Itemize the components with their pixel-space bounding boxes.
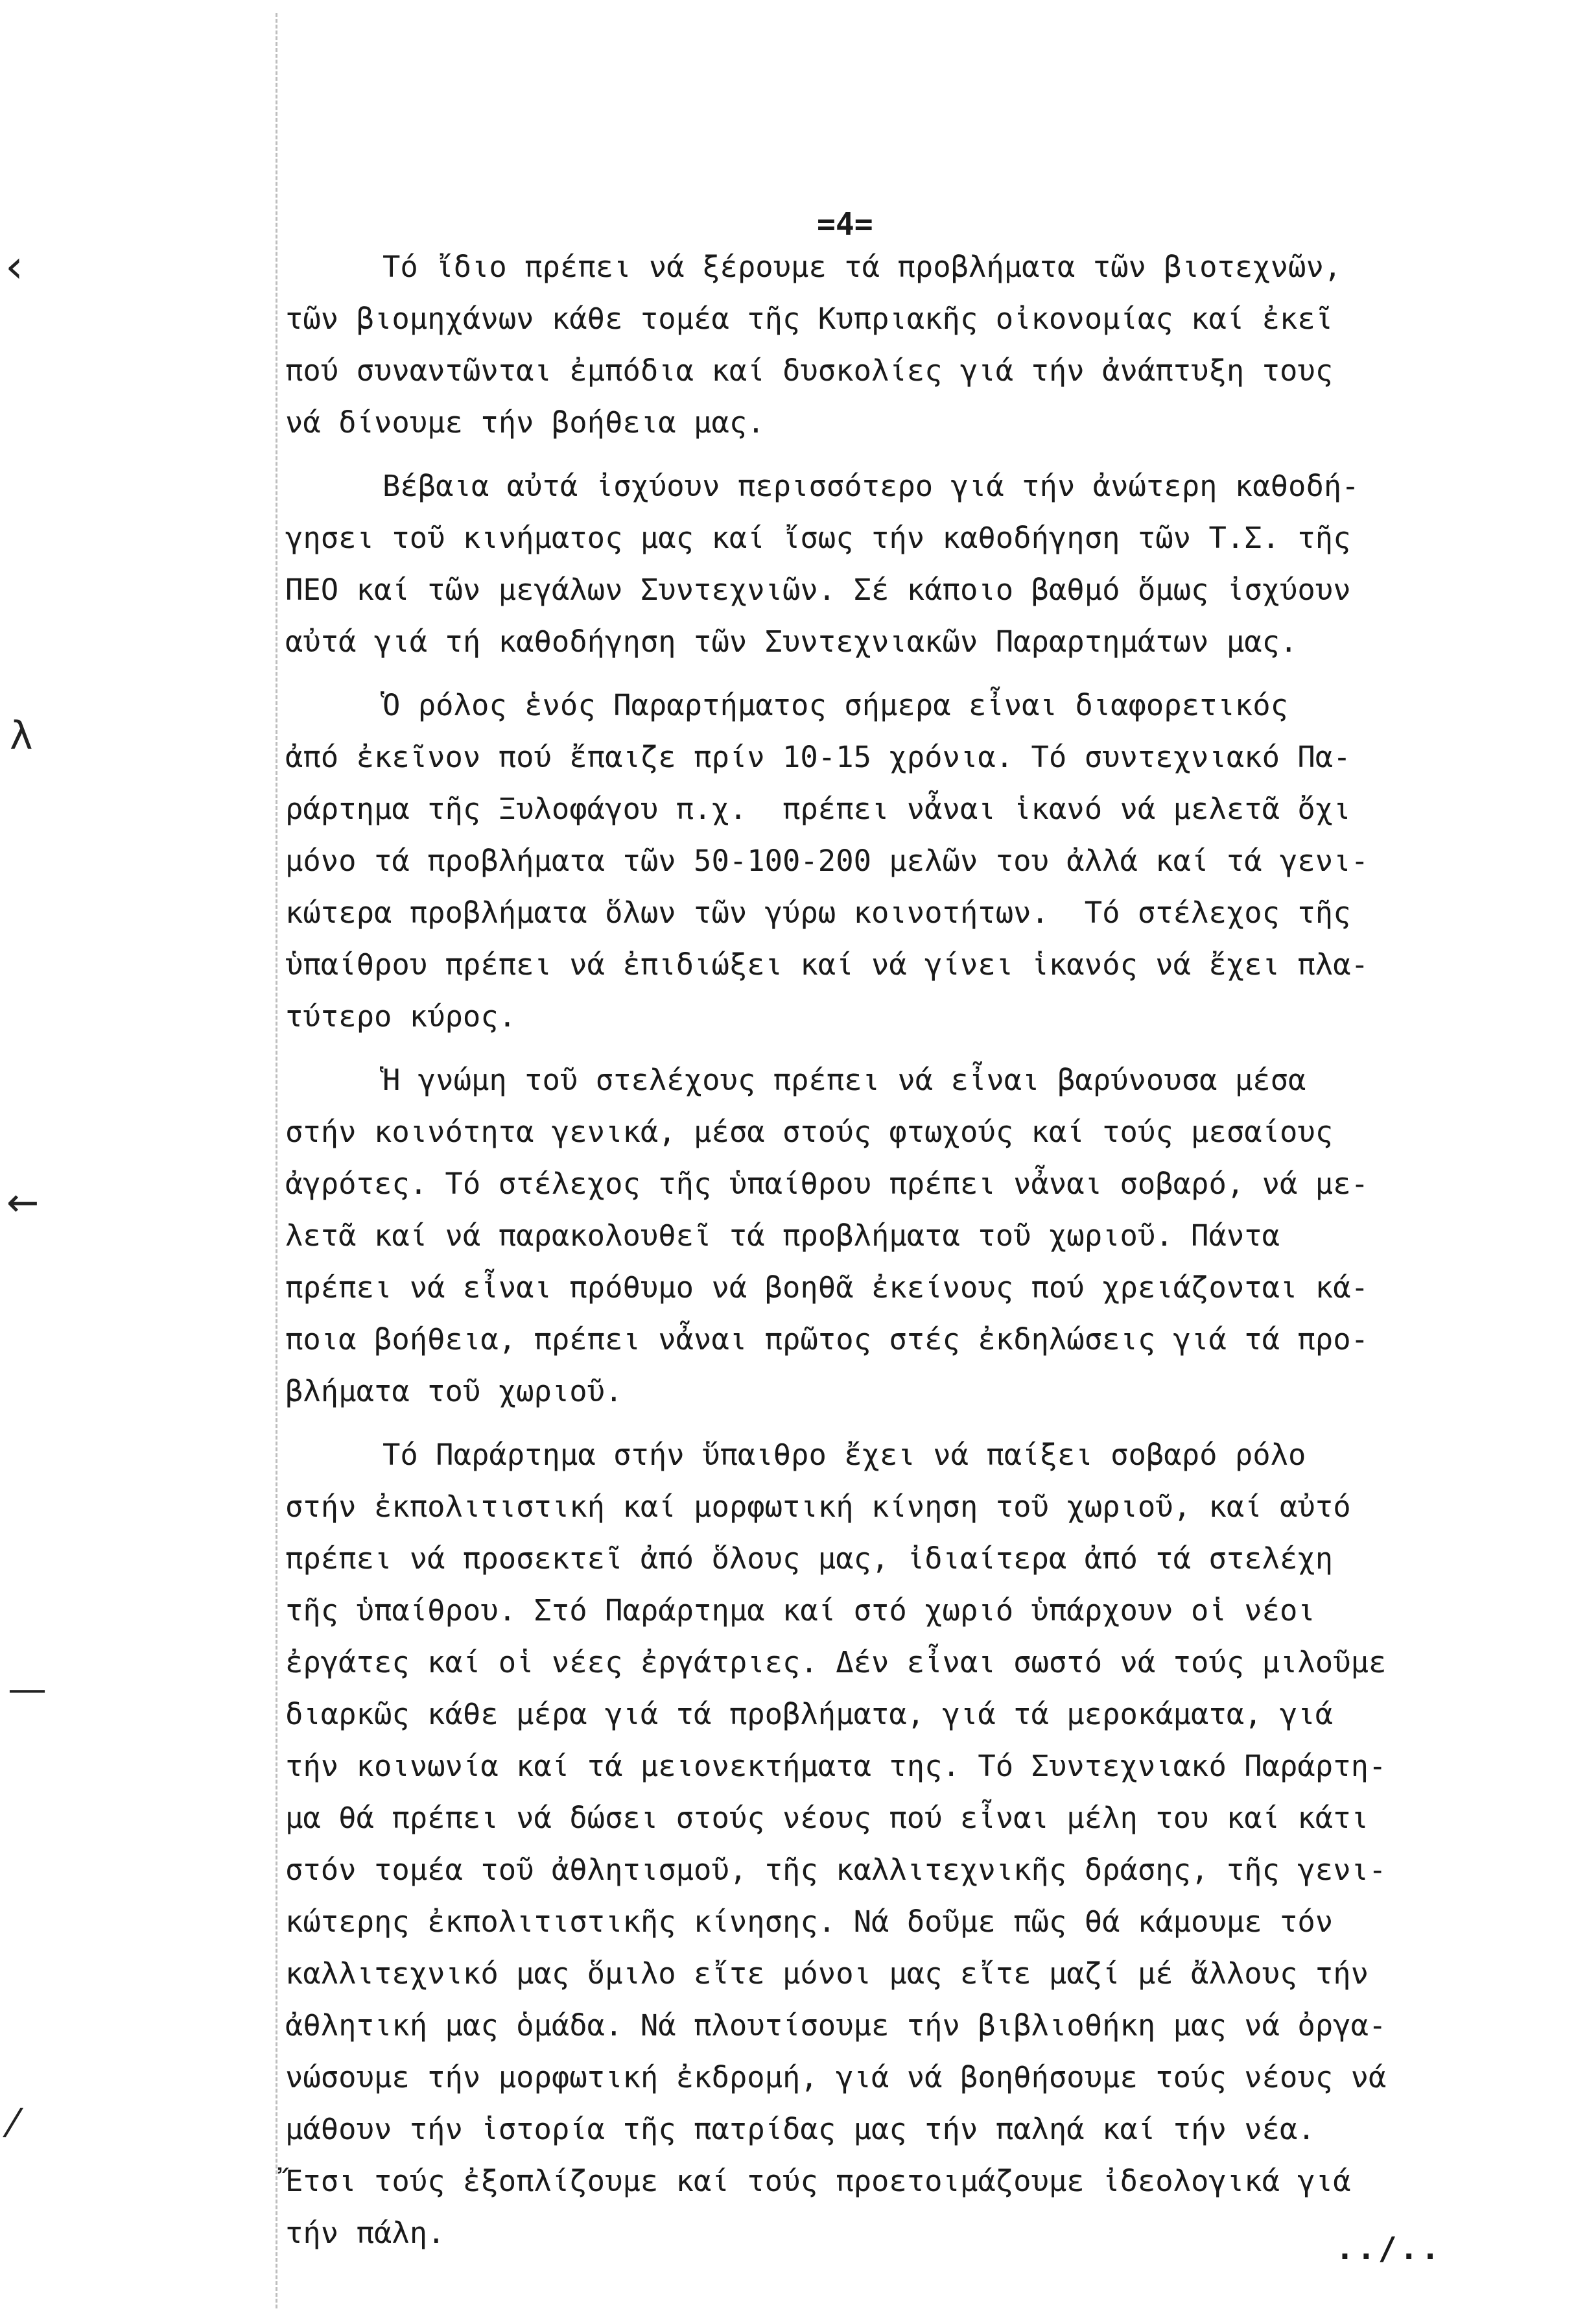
paragraph-5 [285, 1429, 1517, 2259]
text-line: ΠΕΟ καί τῶν μεγάλων Συντεχνιῶν. Σέ κάποιο βαθμό ὅμως ἰσχύουν [285, 573, 1351, 607]
text-line: αὐτά γιά τή καθοδήγηση τῶν Συντεχνιακῶν Παραρτημάτων μας. [285, 624, 1298, 659]
text-line: νά δίνουμε τήν βοήθεια μας. [285, 405, 765, 440]
text-line: τῆς ὑπαίθρου. Στό Παράρτημα καί στό χωριό ὑπάρχουν οἱ νέοι [285, 1593, 1315, 1628]
text-line: Τό Παράρτημα στήν ὕπαιθρο ἔχει νά παίξει σοβαρό ρόλο [382, 1438, 1306, 1472]
binding-mark: ← [6, 1180, 40, 1226]
text-line: πρέπει νά εἶναι πρόθυμο νά βοηθᾶ ἐκείνους πού χρειάζονται κά- [285, 1270, 1369, 1305]
text-line: Βέβαια αὐτά ἰσχύουν περισσότερο γιά τήν ἀνώτερη καθοδή- [382, 469, 1359, 503]
text-line: πού συναντῶνται ἐμπόδια καί δυσκολίες γιά τήν ἀνάπτυξη τους [285, 353, 1334, 388]
binding-margin-line [276, 13, 277, 2308]
paragraph-4 [285, 1054, 1517, 1417]
text-line: ἐργάτες καί οἱ νέες ἐργάτριες. Δέν εἶναι σωστό νά τούς μιλοῦμε [285, 1645, 1387, 1679]
text-line: Ἡ γνώμη τοῦ στελέχους πρέπει νά εἶναι βαρύνουσα μέσα [382, 1063, 1306, 1097]
text-line: Ἔτσι τούς ἐξοπλίζουμε καί τούς προετοιμάζουμε ἰδεολογικά γιά [285, 2164, 1351, 2198]
continuation-mark: ../.. [1335, 2231, 1442, 2267]
binding-mark: ‹ [5, 240, 23, 293]
paragraph-1 [285, 241, 1517, 449]
text-line: καλλιτεχνικό μας ὅμιλο εἴτε μόνοι μας εἴτε μαζί μέ ἄλλους τήν [285, 1956, 1369, 1991]
text-line: Ὁ ρόλος ἑνός Παραρτήματος σήμερα εἶναι διαφορετικός [382, 688, 1289, 722]
text-line: ὑπαίθρου πρέπει νά ἐπιδιώξει καί νά γίνει ἱκανός νά ἔχει πλα- [285, 947, 1369, 982]
text-line: γησει τοῦ κινήματος μας καί ἴσως τήν καθοδήγηση τῶν Τ.Σ. τῆς [285, 521, 1351, 555]
body-text [285, 241, 1517, 2271]
text-line: στήν κοινότητα γενικά, μέσα στούς φτωχούς καί τούς μεσαίους [285, 1115, 1334, 1149]
text-line: ἀγρότες. Τό στέλεχος τῆς ὑπαίθρου πρέπει νἆναι σοβαρό, νά με- [285, 1167, 1369, 1201]
text-line: τῶν βιομηχάνων κάθε τομέα τῆς Κυπριακῆς οἰκονομίας καί ἐκεῖ [285, 302, 1334, 336]
text-line: ράρτημα τῆς Ξυλοφάγου π.χ. πρέπει νἆναι ἱκανό νά μελετᾶ ὄχι [285, 792, 1351, 826]
text-line: μάθουν τήν ἱστορία τῆς πατρίδας μας τήν παληά καί τήν νέα. [285, 2112, 1315, 2146]
paragraph-2 [285, 460, 1517, 668]
text-line: κώτερα προβλήματα ὅλων τῶν γύρω κοινοτήτων. Τό στέλεχος τῆς [285, 895, 1351, 930]
binding-mark: — [8, 1666, 47, 1712]
text-line: τήν κοινωνία καί τά μειονεκτήματα της. Τό Συντεχνιακό Παράρτη- [285, 1749, 1387, 1783]
binding-mark: λ [10, 713, 33, 759]
text-line: στόν τομέα τοῦ ἀθλητισμοῦ, τῆς καλλιτεχνικῆς δράσης, τῆς γενι- [285, 1853, 1387, 1887]
text-line: ἀθλητική μας ὁμάδα. Νά πλουτίσουμε τήν βιβλιοθήκη μας νά ὀργα- [285, 2008, 1387, 2043]
paragraph-3 [285, 680, 1517, 1043]
binding-mark: ⁄ [10, 2101, 17, 2146]
text-line: πρέπει νά προσεκτεῖ ἀπό ὅλους μας, ἰδιαίτερα ἀπό τά στελέχη [285, 1541, 1334, 1576]
text-line: τήν πάλη. [285, 2216, 445, 2250]
text-line: στήν ἐκπολιτιστική καί μορφωτική κίνηση τοῦ χωριοῦ, καί αὐτό [285, 1489, 1351, 1524]
page-number: =4= [817, 206, 873, 243]
text-line: Τό ἴδιο πρέπει νά ξέρουμε τά προβλήματα τῶν βιοτεχνῶν, [382, 250, 1342, 284]
text-line: κώτερης ἐκπολιτιστικῆς κίνησης. Νά δοῦμε πῶς θά κάμουμε τόν [285, 1904, 1334, 1939]
text-line: μα θά πρέπει νά δώσει στούς νέους πού εἶναι μέλη του καί κάτι [285, 1801, 1369, 1835]
text-line: βλήματα τοῦ χωριοῦ. [285, 1374, 623, 1408]
text-line: νώσουμε τήν μορφωτική ἐκδρομή, γιά νά βοηθήσουμε τούς νέους νά [285, 2060, 1387, 2094]
text-line: μόνο τά προβλήματα τῶν 50-100-200 μελῶν του ἀλλά καί τά γενι- [285, 844, 1369, 878]
text-line: ποια βοήθεια, πρέπει νἆναι πρῶτος στές ἐκδηλώσεις γιά τά προ- [285, 1322, 1369, 1357]
text-line: λετᾶ καί νά παρακολουθεῖ τά προβλήματα τοῦ χωριοῦ. Πάντα [285, 1218, 1280, 1253]
text-line: διαρκῶς κάθε μέρα γιά τά προβλήματα, γιά τά μεροκάματα, γιά [285, 1697, 1334, 1731]
text-line: ἀπό ἐκεῖνον πού ἔπαιζε πρίν 10-15 χρόνια. Τό συντεχνιακό Πα- [285, 740, 1351, 774]
text-line: τύτερο κύρος. [285, 999, 517, 1034]
